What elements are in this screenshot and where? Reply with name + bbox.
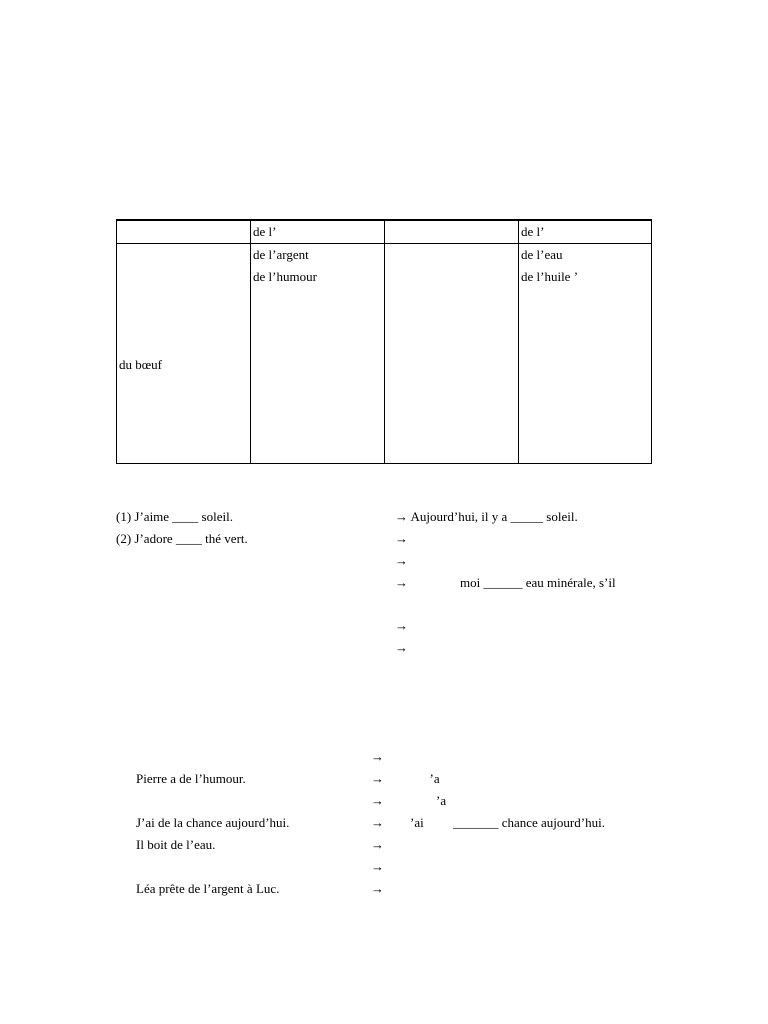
exercise2-answer-3: → ’a — [371, 793, 447, 808]
exercise2-item-5: Il boit de l’eau. — [136, 837, 216, 852]
exercise2-item-7: Léa prête de l’argent à Luc. — [136, 881, 280, 896]
exercise1-item-1: (1) J’aime ____ soleil. — [116, 509, 233, 524]
exercise2-item-2: Pierre a de l’humour. — [136, 771, 246, 786]
table-subheader-cell: de l’ — [519, 221, 652, 244]
table-cell-masculine-vowel — [251, 244, 385, 464]
example-de-l-huile: de l’huile ’ — [521, 269, 579, 284]
table-subheader-cell — [117, 221, 251, 244]
example-du-boeuf: du bœuf — [119, 357, 162, 372]
exercise2-answer-5: → — [371, 837, 384, 852]
exercise1-answer-2: → — [395, 531, 408, 546]
table-subheader-cell: de l’ — [251, 221, 385, 244]
table-cell-feminine-vowel — [519, 244, 652, 464]
exercise1-answer-1: → Aujourd’hui, il y a _____ soleil. — [395, 509, 578, 524]
exercise2-item-4: J’ai de la chance aujourd’hui. — [136, 815, 290, 830]
exercise1-answer-4: → moi ______ eau minérale, s’il — [395, 575, 616, 590]
exercise2-answer-6: → — [371, 859, 384, 874]
exercise1-item-2: (2) J’adore ____ thé vert. — [116, 531, 248, 546]
exercise2-answer-2: → ’a — [371, 771, 440, 786]
example-de-l-humour: de l’humour — [253, 269, 317, 284]
exercise1-answer-6: → — [395, 640, 408, 655]
partitive-article-table — [116, 219, 652, 464]
table-cell-feminine — [385, 244, 519, 464]
exercise2-answer-7: → — [371, 881, 384, 896]
example-de-l-eau: de l’eau — [521, 247, 563, 262]
table-cell-masculine — [117, 244, 251, 464]
exercise2-answer-1: → — [371, 749, 384, 764]
exercise2-answer-4: → ’ai _______ chance aujourd’hui. — [371, 815, 605, 830]
exercise1-answer-3: → — [395, 553, 408, 568]
table-body-row — [117, 244, 652, 464]
table-subheader-cell — [385, 221, 519, 244]
exercise1-answer-5: → — [395, 618, 408, 633]
table-subheader-row — [117, 221, 652, 244]
example-de-l-argent: de l’argent — [253, 247, 309, 262]
